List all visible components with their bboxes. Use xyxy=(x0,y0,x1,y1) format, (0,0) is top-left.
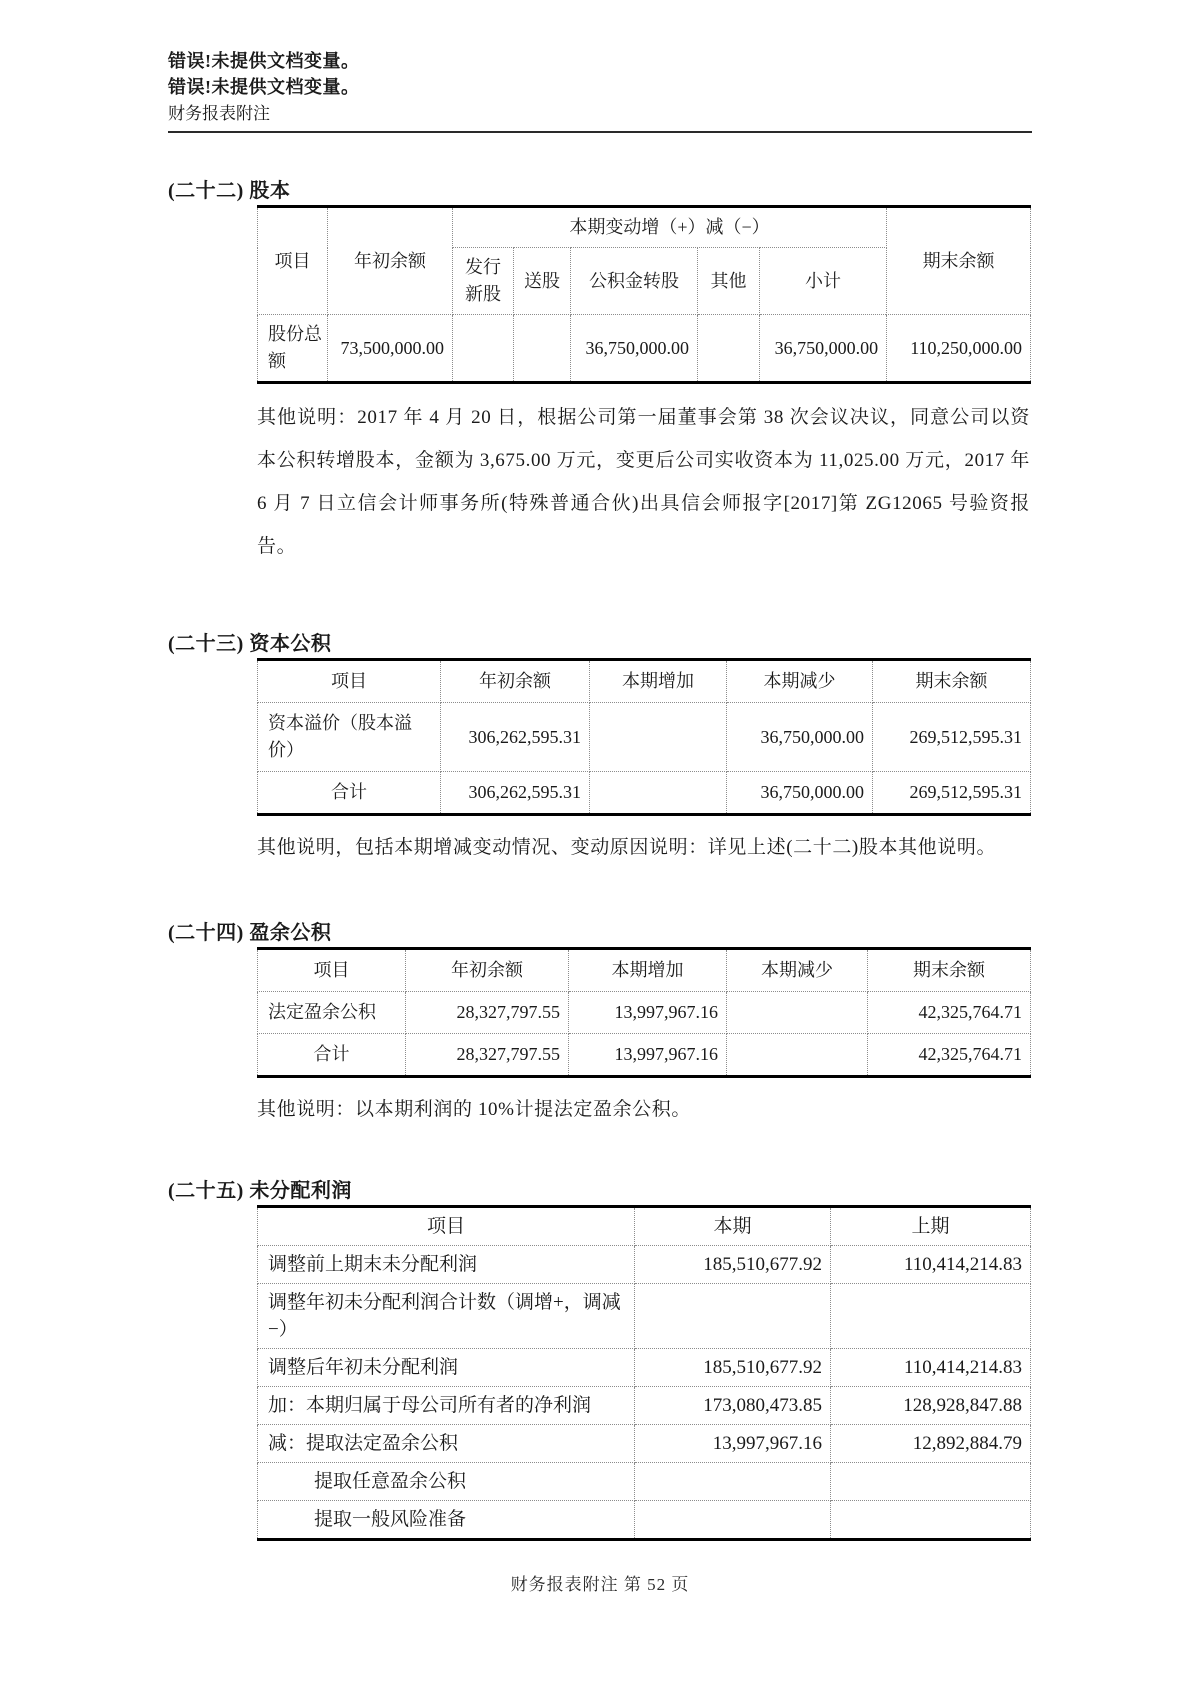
cell-prior-period xyxy=(831,1463,1031,1501)
col-header-item: 项目 xyxy=(258,660,441,703)
cell-opening-balance: 73,500,000.00 xyxy=(328,315,453,383)
table-row xyxy=(258,1349,1031,1387)
table-row xyxy=(258,1425,1031,1463)
cell-prior-period: 110,414,214.83 xyxy=(831,1246,1031,1284)
col-header-decrease: 本期减少 xyxy=(727,949,868,992)
undistributed-profit-table xyxy=(257,1205,1031,1541)
cell-opening-balance: 28,327,797.55 xyxy=(406,1034,569,1077)
table-row xyxy=(258,1284,1031,1349)
section-number: (二十二) xyxy=(168,180,244,202)
cell-decrease: 36,750,000.00 xyxy=(727,772,873,815)
table-row xyxy=(258,703,1031,772)
cell-prior-period xyxy=(831,1284,1031,1349)
header-doc-title: 财务报表附注 xyxy=(168,104,270,123)
section-surplus-reserve xyxy=(168,919,1032,1131)
col-header-opening-balance: 年初余额 xyxy=(406,949,569,992)
section-number: (二十四) xyxy=(168,922,244,944)
cell-decrease xyxy=(727,992,868,1034)
table-header-row xyxy=(258,207,1031,248)
col-group-header-period-change: 本期变动增（+）减（−） xyxy=(453,207,887,248)
table-header-row xyxy=(258,1207,1031,1246)
section-title-text: 未分配利润 xyxy=(249,1180,352,1202)
surplus-reserve-table xyxy=(257,947,1031,1078)
cell-other xyxy=(698,315,760,383)
col-header-decrease: 本期减少 xyxy=(727,660,873,703)
cell-closing-balance: 110,250,000.00 xyxy=(887,315,1031,383)
table-row xyxy=(258,1387,1031,1425)
section-title-text: 资本公积 xyxy=(249,633,332,655)
cell-increase xyxy=(590,703,727,772)
cell-new-shares xyxy=(453,315,514,383)
cell-item-label: 调整年初未分配利润合计数（调增+，调减−） xyxy=(258,1284,635,1349)
cell-prior-period: 128,928,847.88 xyxy=(831,1387,1031,1425)
share-capital-table xyxy=(257,205,1031,384)
table-header-row xyxy=(258,660,1031,703)
table-row xyxy=(258,1501,1031,1540)
section-share-capital xyxy=(168,177,1032,568)
col-header-closing-balance: 期末余额 xyxy=(873,660,1031,703)
col-header-opening-balance: 年初余额 xyxy=(441,660,590,703)
cell-bonus-shares xyxy=(514,315,571,383)
cell-current-period: 13,997,967.16 xyxy=(635,1425,831,1463)
col-header-increase: 本期增加 xyxy=(590,660,727,703)
table-row xyxy=(258,315,1031,383)
cell-item-label: 提取任意盈余公积 xyxy=(258,1463,635,1501)
cell-item-label: 法定盈余公积 xyxy=(258,992,406,1034)
cell-increase: 13,997,967.16 xyxy=(569,992,727,1034)
section-capital-reserve xyxy=(168,630,1032,869)
section-title-text: 股本 xyxy=(249,180,291,202)
cell-current-period xyxy=(635,1463,831,1501)
col-header-subtotal: 小计 xyxy=(760,248,887,315)
cell-reserve-conversion: 36,750,000.00 xyxy=(571,315,698,383)
table-header-row xyxy=(258,949,1031,992)
cell-opening-balance: 306,262,595.31 xyxy=(441,772,590,815)
section-title-text: 盈余公积 xyxy=(249,922,332,944)
cell-prior-period: 12,892,884.79 xyxy=(831,1425,1031,1463)
cell-decrease: 36,750,000.00 xyxy=(727,703,873,772)
col-header-closing-balance: 期末余额 xyxy=(868,949,1031,992)
capital-reserve-table xyxy=(257,658,1031,816)
cell-increase xyxy=(590,772,727,815)
col-header-item: 项目 xyxy=(258,1207,635,1246)
cell-subtotal: 36,750,000.00 xyxy=(760,315,887,383)
table-row xyxy=(258,1463,1031,1501)
section-number: (二十三) xyxy=(168,633,244,655)
section-heading-surplus-reserve xyxy=(168,919,1032,947)
capital-reserve-note: 其他说明，包括本期增减变动情况、变动原因说明：详见上述(二十二)股本其他说明。 xyxy=(257,837,997,858)
cell-opening-balance: 306,262,595.31 xyxy=(441,703,590,772)
table-total-row xyxy=(258,772,1031,815)
col-header-item: 项目 xyxy=(258,207,328,315)
cell-increase: 13,997,967.16 xyxy=(569,1034,727,1077)
cell-item-label: 减：提取法定盈余公积 xyxy=(258,1425,635,1463)
document-header xyxy=(168,0,1032,133)
section-undistributed-profit xyxy=(168,1177,1032,1541)
page-footer: 财务报表附注 第 52 页 xyxy=(510,1575,690,1594)
cell-closing-balance: 42,325,764.71 xyxy=(868,992,1031,1034)
col-header-opening-balance: 年初余额 xyxy=(328,207,453,315)
cell-closing-balance: 42,325,764.71 xyxy=(868,1034,1031,1077)
section-heading-share-capital xyxy=(168,177,1032,205)
cell-current-period: 173,080,473.85 xyxy=(635,1387,831,1425)
col-header-prior-period: 上期 xyxy=(831,1207,1031,1246)
cell-total-label: 合计 xyxy=(258,1034,406,1077)
table-row xyxy=(258,1246,1031,1284)
cell-item-label: 提取一般风险准备 xyxy=(258,1501,635,1540)
table-total-row xyxy=(258,1034,1031,1077)
cell-item-label: 调整后年初未分配利润 xyxy=(258,1349,635,1387)
cell-item-label: 资本溢价（股本溢价） xyxy=(258,703,441,772)
col-header-reserve-conversion: 公积金转股 xyxy=(571,248,698,315)
section-heading-capital-reserve xyxy=(168,630,1032,658)
share-capital-note: 其他说明：2017 年 4 月 20 日，根据公司第一届董事会第 38 次会议决议，同意公司以资本公积转增股本，金额为 3,675.00 万元，变更后公司实收资本为 11,025.00 万元，2017 年 6 月 7 日立信会计师事务所(特殊普通合伙)出具信会师报字[2017]第 ZG12065 号验资报告。 xyxy=(257,407,1030,557)
col-header-bonus-shares: 送股 xyxy=(514,248,571,315)
section-number: (二十五) xyxy=(168,1180,244,1202)
header-divider xyxy=(168,131,1032,133)
cell-opening-balance: 28,327,797.55 xyxy=(406,992,569,1034)
section-heading-undistributed-profit xyxy=(168,1177,1032,1205)
col-header-new-shares: 发行新股 xyxy=(453,248,514,315)
col-header-increase: 本期增加 xyxy=(569,949,727,992)
cell-current-period: 185,510,677.92 xyxy=(635,1349,831,1387)
cell-prior-period xyxy=(831,1501,1031,1540)
col-header-closing-balance: 期末余额 xyxy=(887,207,1031,315)
cell-total-label: 合计 xyxy=(258,772,441,815)
cell-decrease xyxy=(727,1034,868,1077)
table-row xyxy=(258,992,1031,1034)
cell-current-period xyxy=(635,1284,831,1349)
cell-closing-balance: 269,512,595.31 xyxy=(873,703,1031,772)
cell-item-label: 股份总额 xyxy=(258,315,328,383)
cell-item-label: 加：本期归属于母公司所有者的净利润 xyxy=(258,1387,635,1425)
cell-current-period: 185,510,677.92 xyxy=(635,1246,831,1284)
cell-current-period xyxy=(635,1501,831,1540)
document-content xyxy=(168,0,1032,1541)
col-header-current-period: 本期 xyxy=(635,1207,831,1246)
cell-item-label: 调整前上期末未分配利润 xyxy=(258,1246,635,1284)
surplus-reserve-note: 其他说明：以本期利润的 10%计提法定盈余公积。 xyxy=(257,1099,691,1120)
cell-prior-period: 110,414,214.83 xyxy=(831,1349,1031,1387)
col-header-other: 其他 xyxy=(698,248,760,315)
col-header-item: 项目 xyxy=(258,949,406,992)
cell-closing-balance: 269,512,595.31 xyxy=(873,772,1031,815)
header-error-line-1: 错误!未提供文档变量。 xyxy=(168,51,360,71)
header-error-line-2: 错误!未提供文档变量。 xyxy=(168,77,360,97)
